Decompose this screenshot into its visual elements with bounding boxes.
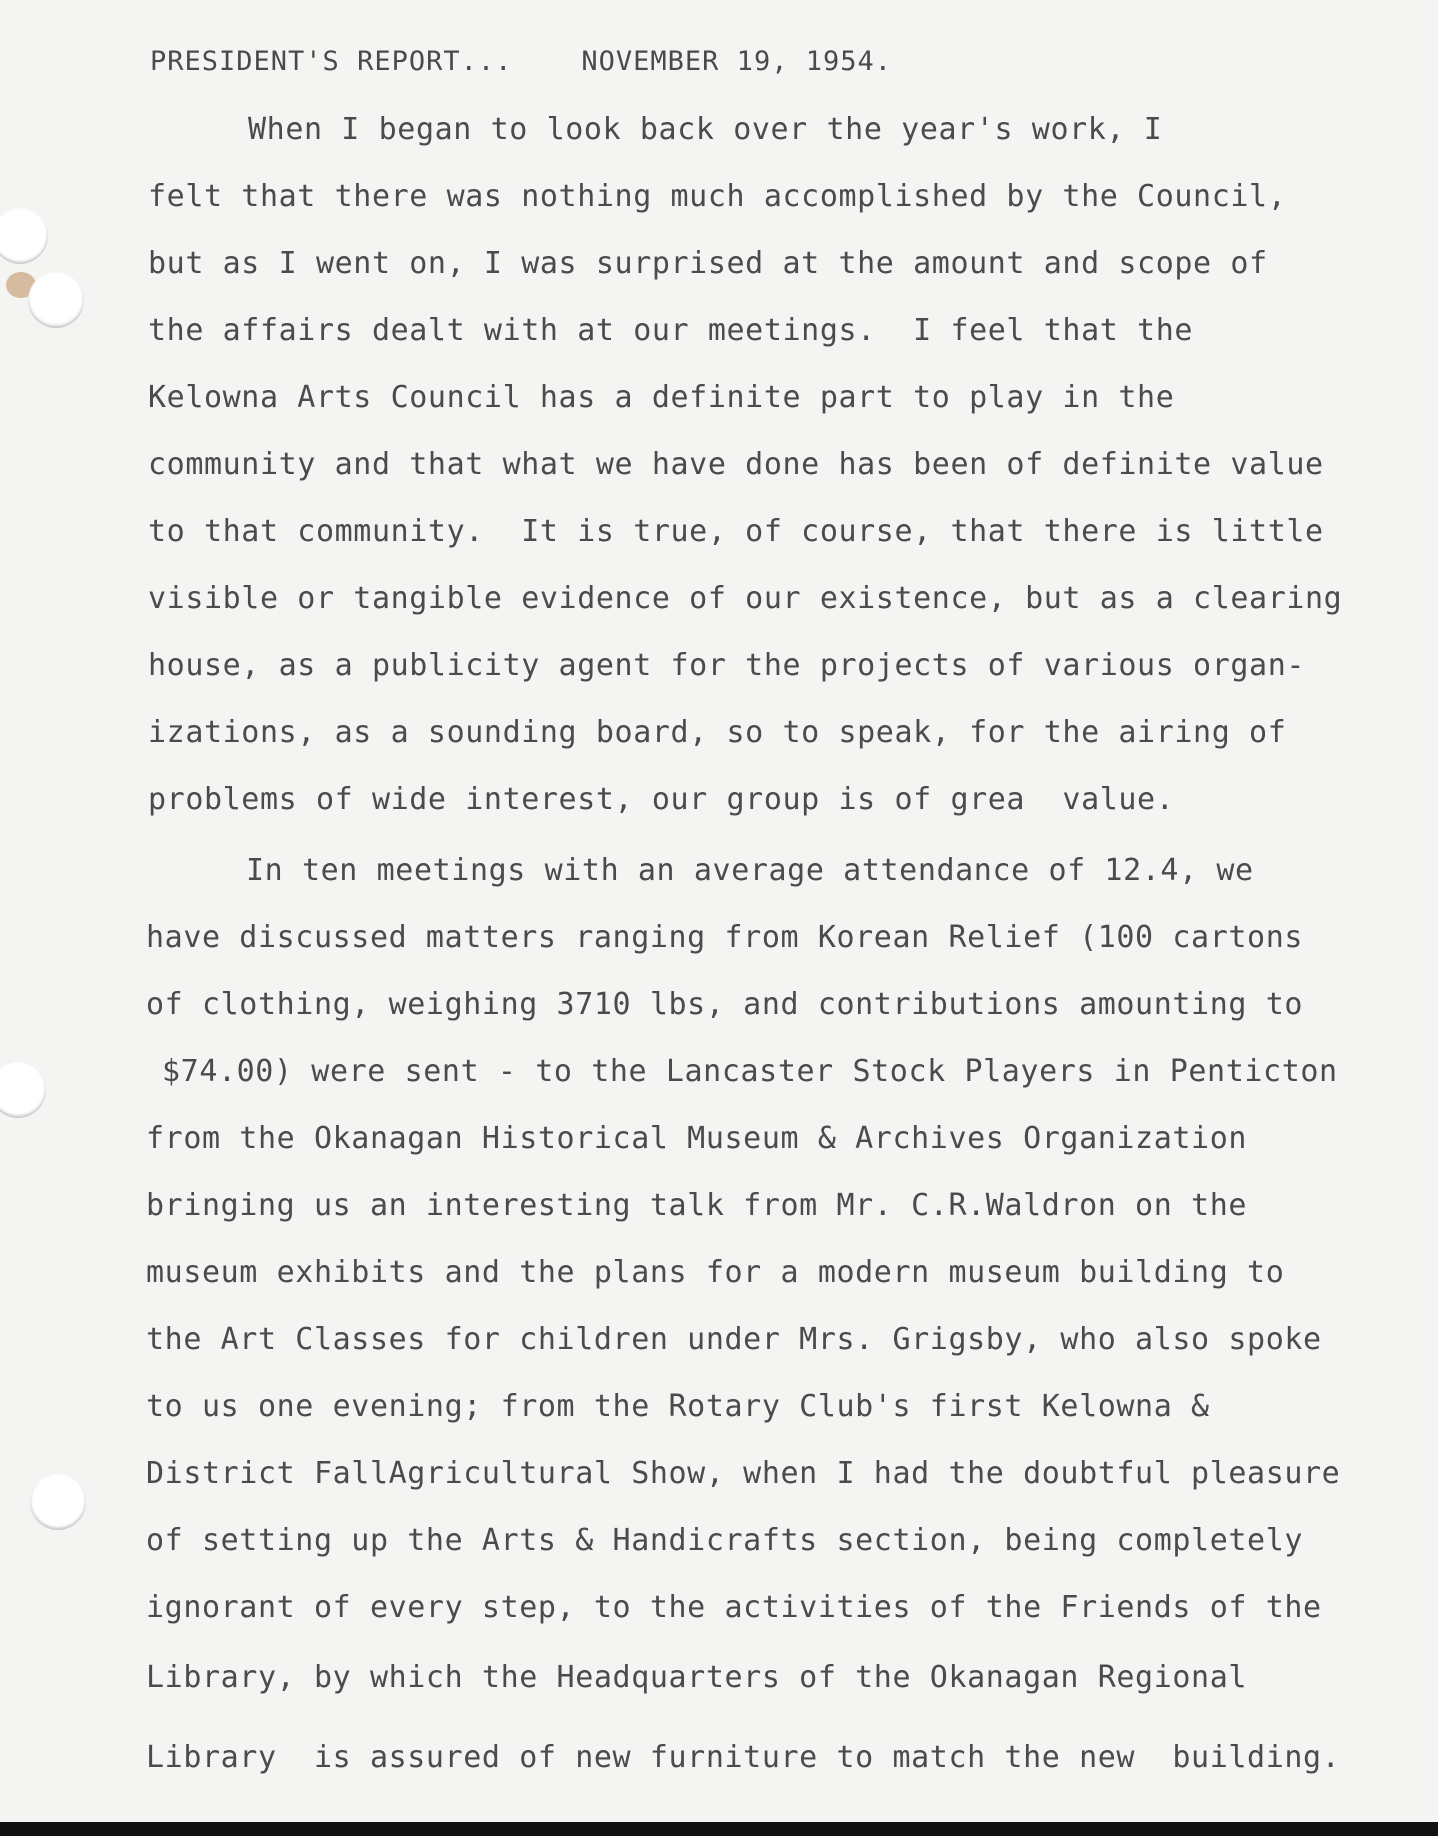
text-line: museum exhibits and the plans for a modern museum building to xyxy=(146,1255,1285,1290)
text-line: ignorant of every step, to the activities of the Friends of the xyxy=(146,1590,1322,1625)
text-line: the Art Classes for children under Mrs. Grigsby, who also spoke xyxy=(146,1322,1322,1357)
text-line: When I began to look back over the year's work, I xyxy=(248,112,1163,147)
text-line: Kelowna Arts Council has a definite part to play in the xyxy=(148,380,1175,415)
punch-hole xyxy=(0,208,48,264)
text-line: Library, by which the Headquarters of the Okanagan Regional xyxy=(146,1660,1248,1695)
punch-hole xyxy=(30,1474,86,1530)
text-line: house, as a publicity agent for the projects of various organ- xyxy=(148,648,1306,683)
punch-hole xyxy=(28,272,84,328)
page-bottom-edge xyxy=(0,1822,1438,1836)
text-line: of clothing, weighing 3710 lbs, and contributions amounting to xyxy=(146,987,1304,1022)
text-line: District FallAgricultural Show, when I had the doubtful pleasure xyxy=(146,1456,1341,1491)
text-line: $74.00) were sent - to the Lancaster Stock Players in Penticton xyxy=(162,1054,1338,1089)
text-line: have discussed matters ranging from Korean Relief (100 cartons xyxy=(146,920,1304,955)
text-line: of setting up the Arts & Handicrafts section, being completely xyxy=(146,1523,1304,1558)
text-line: izations, as a sounding board, so to speak, for the airing of xyxy=(148,715,1287,750)
text-line: In ten meetings with an average attendance of 12.4, we xyxy=(246,853,1254,888)
text-line: community and that what we have done has been of definite value xyxy=(148,447,1324,482)
text-line: problems of wide interest, our group is of grea value. xyxy=(148,782,1175,817)
text-line: visible or tangible evidence of our existence, but as a clearing xyxy=(148,581,1343,616)
text-line: from the Okanagan Historical Museum & Archives Organization xyxy=(146,1121,1248,1156)
text-line: to us one evening; from the Rotary Club's first Kelowna & xyxy=(146,1389,1210,1424)
text-line: but as I went on, I was surprised at the amount and scope of xyxy=(148,246,1268,281)
text-line: to that community. It is true, of course, that there is little xyxy=(148,514,1324,549)
report-heading: PRESIDENT'S REPORT... NOVEMBER 19, 1954. xyxy=(150,46,892,77)
text-line: Library is assured of new furniture to match the new building. xyxy=(146,1740,1341,1775)
text-line: the affairs dealt with at our meetings. I feel that the xyxy=(148,313,1194,348)
text-line: bringing us an interesting talk from Mr. C.R.Waldron on the xyxy=(146,1188,1248,1223)
punch-hole xyxy=(0,1062,46,1118)
text-line: felt that there was nothing much accomplished by the Council, xyxy=(148,179,1287,214)
